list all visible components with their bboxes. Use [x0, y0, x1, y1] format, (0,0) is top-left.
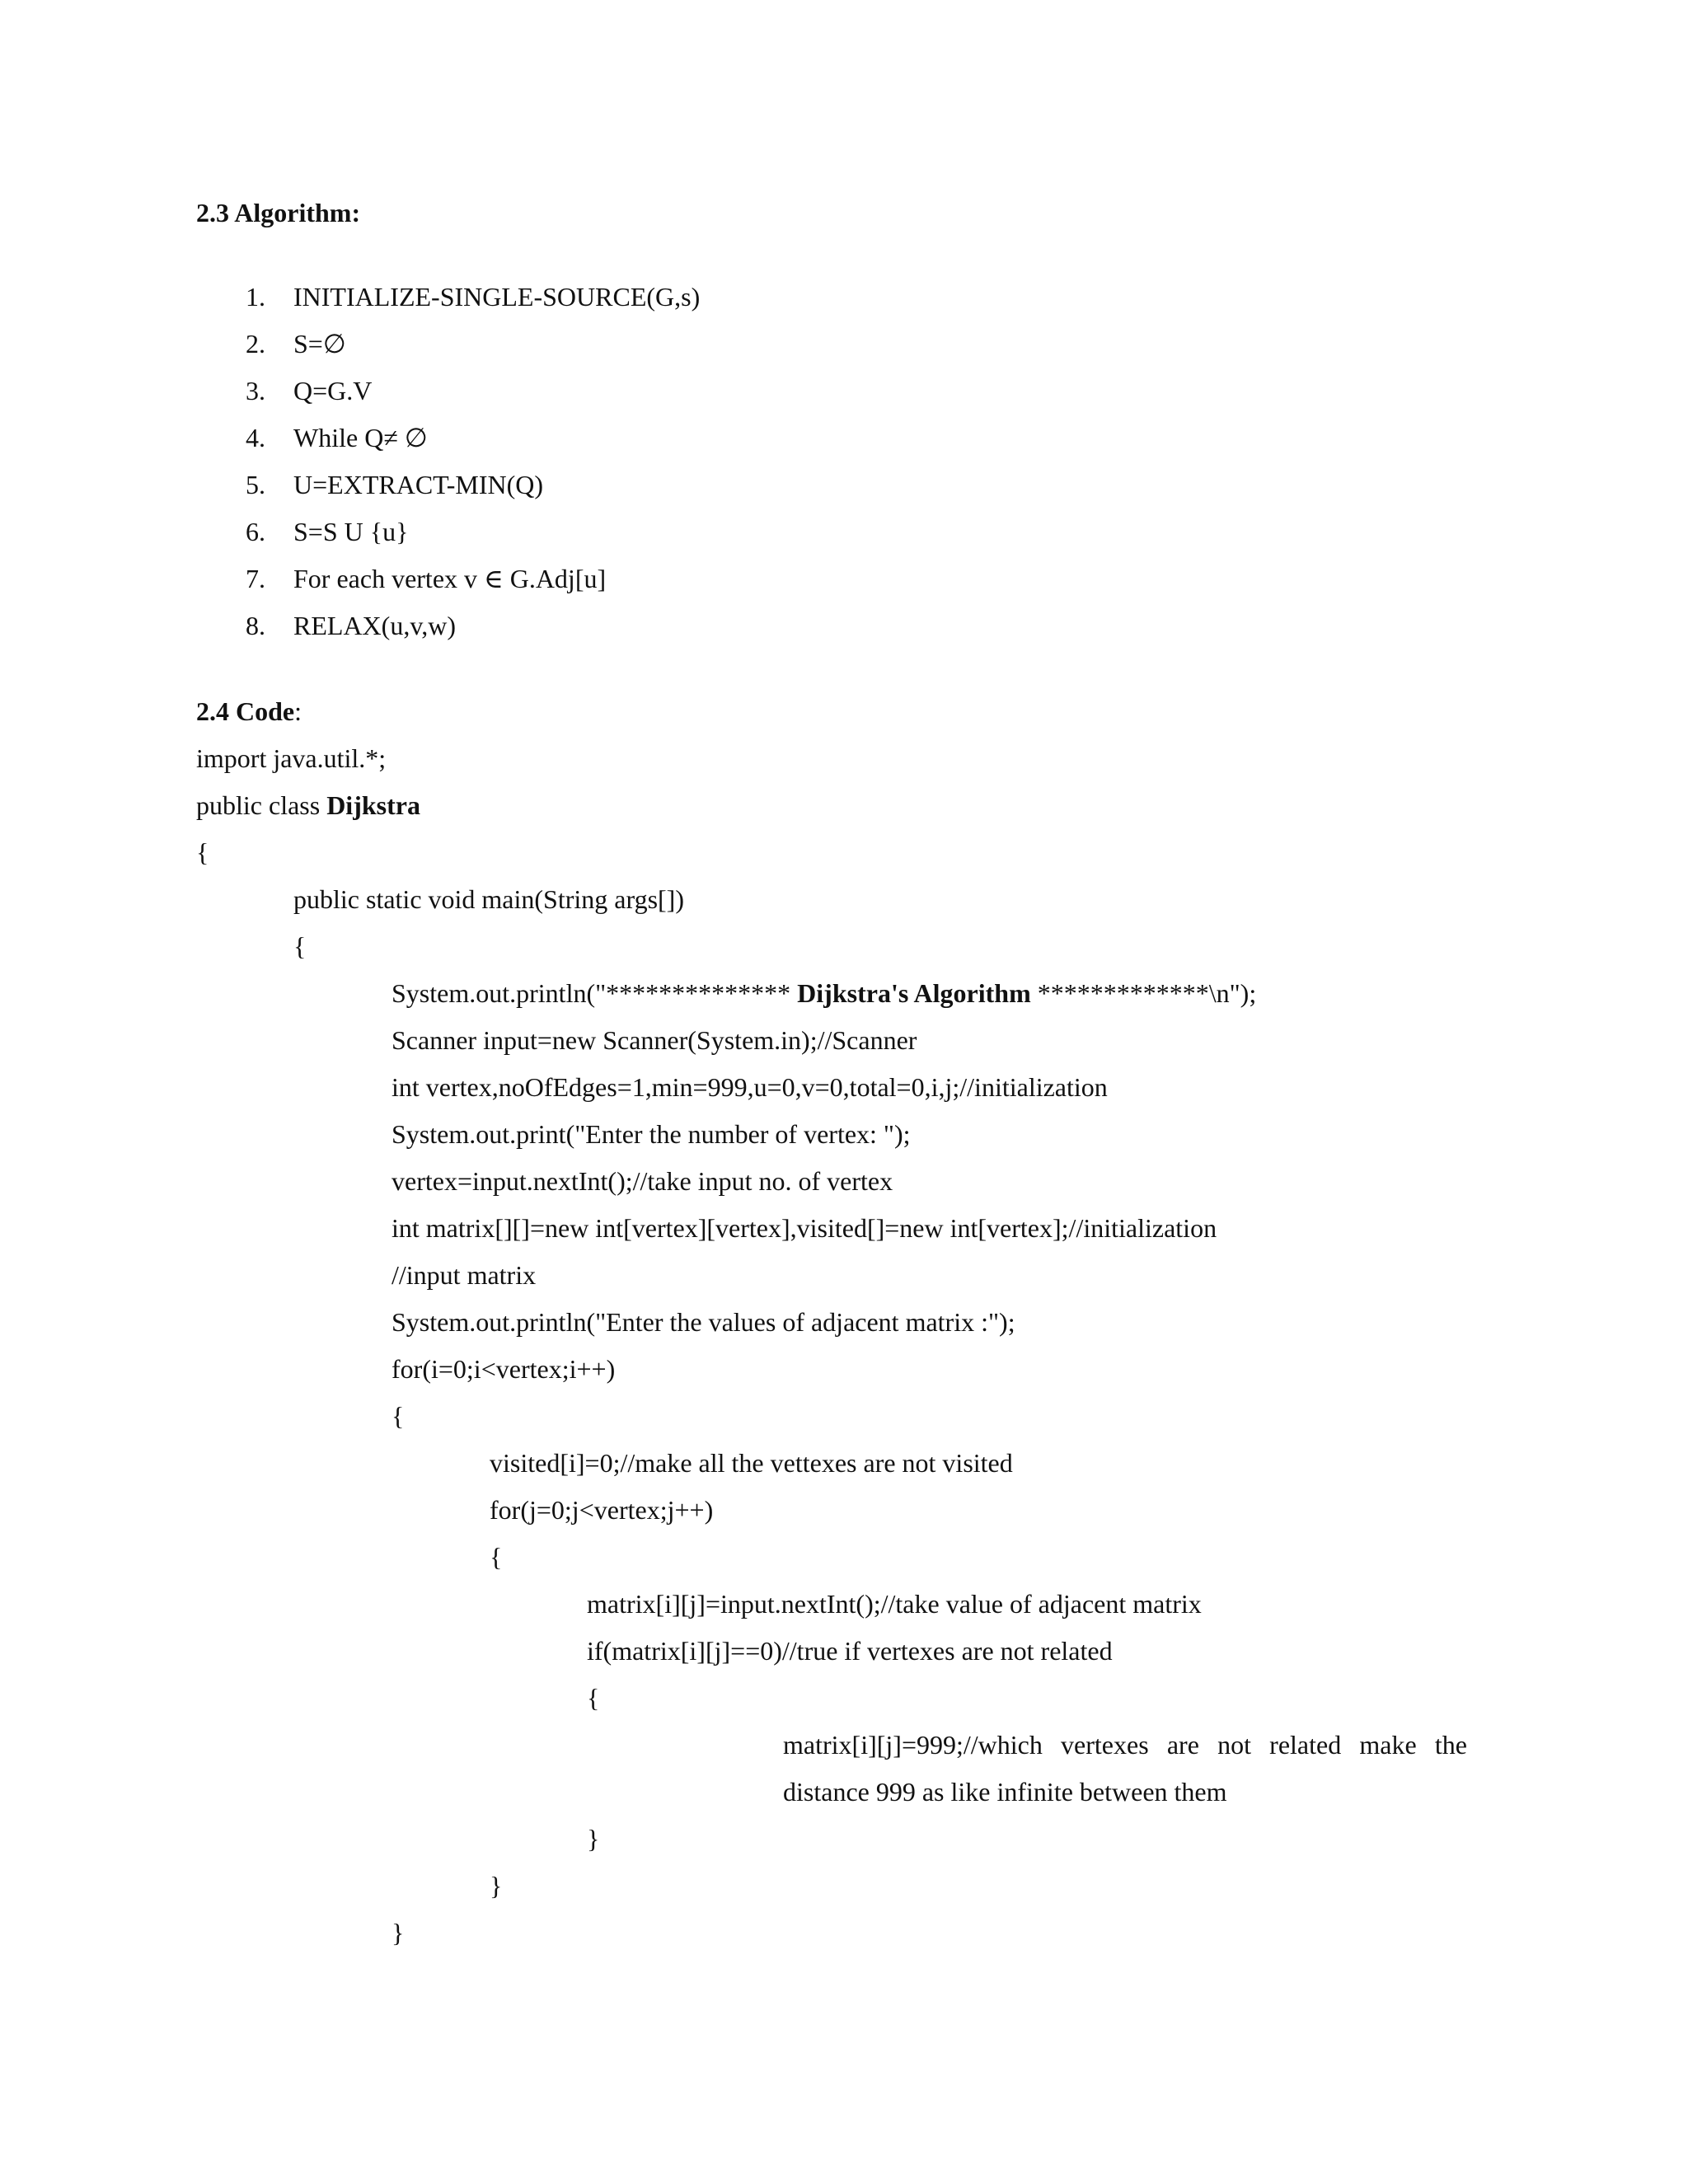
step-text: INITIALIZE-SINGLE-SOURCE(G,s) — [293, 282, 701, 312]
code-line-matrix-999-part2: distance 999 as like infinite between them — [783, 1777, 1227, 1807]
code-line-if-zero: if(matrix[i][j]==0)//true if vertexes are not related — [587, 1636, 1113, 1666]
step-text: S=S U {u} — [293, 517, 409, 546]
code-line-brace: { — [392, 1401, 405, 1431]
step-number: 3. — [246, 376, 265, 405]
code-heading-label: 2.4 Code — [196, 696, 295, 726]
code-line-visited-init: visited[i]=0;//make all the vettexes are not visited — [490, 1448, 1013, 1478]
code-line-brace: { — [293, 931, 307, 961]
code-line-brace: { — [196, 837, 209, 867]
code-line-matrix-read: matrix[i][j]=input.nextInt();//take value of adjacent matrix — [587, 1589, 1202, 1619]
println-prefix: System.out.println("************** — [392, 978, 798, 1008]
step-text: Q=G.V — [293, 376, 373, 405]
println-suffix: *************\n"); — [1030, 978, 1257, 1008]
code-line-println-title — [392, 977, 1256, 1010]
step-number: 1. — [246, 282, 265, 312]
step-text: While Q≠ ∅ — [293, 423, 428, 452]
code-line-main-signature: public static void main(String args[]) — [293, 884, 684, 914]
step-number: 8. — [246, 611, 265, 640]
code-line-class — [196, 789, 420, 822]
code-heading — [196, 695, 302, 728]
step-text: U=EXTRACT-MIN(Q) — [293, 470, 544, 499]
step-number: 6. — [246, 517, 265, 546]
code-line-println-enter-values: System.out.println("Enter the values of adjacent matrix :"); — [392, 1307, 1015, 1337]
code-line-print-enter-vertex: System.out.print("Enter the number of vertex: "); — [392, 1119, 911, 1149]
code-line-brace: { — [490, 1542, 503, 1572]
code-line-brace: } — [490, 1871, 503, 1900]
class-keyword: public class — [196, 790, 327, 820]
code-line-for-j: for(j=0;j<vertex;j++) — [490, 1495, 714, 1525]
code-line-brace: { — [587, 1683, 600, 1713]
code-line-matrix-999-part1: matrix[i][j]=999;//which vertexes are not related make the — [783, 1730, 1467, 1760]
algorithm-heading: 2.3 Algorithm: — [196, 198, 361, 227]
code-line-read-vertex: vertex=input.nextInt();//take input no. of vertex — [392, 1166, 893, 1196]
step-text: For each vertex v ∈ G.Adj[u] — [293, 564, 607, 593]
code-line-brace: } — [587, 1824, 600, 1854]
println-bold-title: Dijkstra's Algorithm — [797, 978, 1031, 1008]
step-number: 2. — [246, 329, 265, 359]
code-line-import: import java.util.*; — [196, 743, 387, 773]
code-line-scanner: Scanner input=new Scanner(System.in);//Scanner — [392, 1025, 917, 1055]
code-line-comment: //input matrix — [392, 1260, 537, 1290]
code-line-for-i: for(i=0;i<vertex;i++) — [392, 1354, 616, 1384]
code-line-matrix-declaration: int matrix[][]=new int[vertex][vertex],visited[]=new int[vertex];//initialization — [392, 1213, 1217, 1243]
step-text: S=∅ — [293, 329, 346, 359]
step-number: 7. — [246, 564, 265, 593]
code-line-brace: } — [392, 1918, 405, 1947]
code-heading-colon: : — [294, 696, 302, 726]
class-name: Dijkstra — [326, 790, 420, 820]
step-text: RELAX(u,v,w) — [293, 611, 456, 640]
step-number: 5. — [246, 470, 265, 499]
step-number: 4. — [246, 423, 265, 452]
code-line-int-declaration: int vertex,noOfEdges=1,min=999,u=0,v=0,total=0,i,j;//initialization — [392, 1072, 1108, 1102]
